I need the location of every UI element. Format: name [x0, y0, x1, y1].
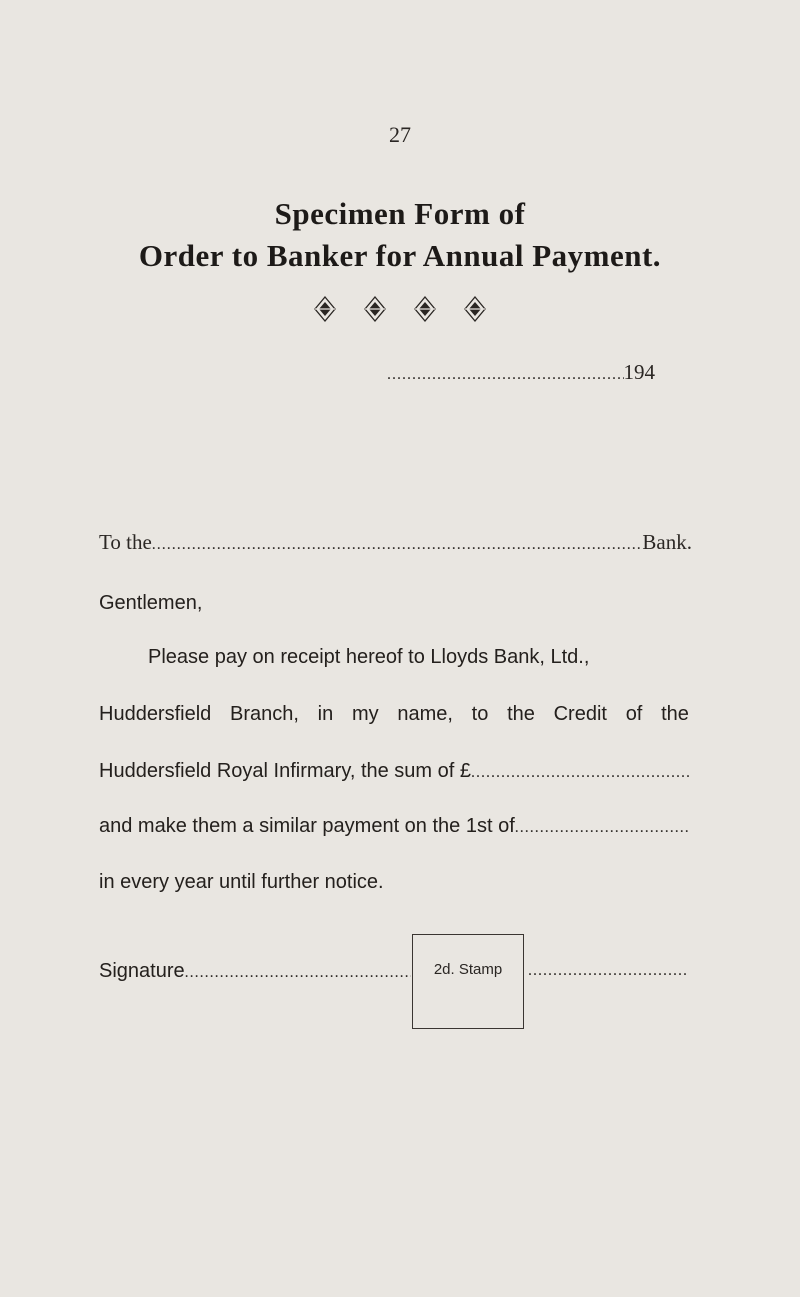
diamond-ornament-icon — [364, 296, 386, 322]
signature-dotted-leader — [185, 964, 411, 982]
word: Credit — [553, 703, 607, 725]
to-the-label: To the — [99, 530, 152, 554]
word: of — [625, 703, 643, 725]
signature-label: Signature — [99, 960, 185, 982]
stamp-box — [412, 934, 524, 1029]
amount-field[interactable] — [99, 760, 689, 783]
form-title-line-1: Specimen Form of — [274, 196, 526, 231]
ornament-row — [0, 296, 800, 324]
body-line-2 — [99, 703, 689, 726]
date-field[interactable] — [387, 360, 655, 390]
word: Huddersfield — [99, 703, 212, 725]
word: the — [661, 703, 689, 725]
bank-dotted-leader — [152, 536, 643, 554]
bank-label: Bank. — [642, 530, 692, 554]
word: Branch, — [230, 703, 299, 725]
salutation: Gentlemen, — [99, 592, 203, 614]
date-year-suffix: 194 — [623, 360, 655, 384]
word: to — [471, 703, 489, 725]
bank-name-field[interactable] — [99, 530, 692, 555]
payment-date-dotted-leader — [515, 819, 689, 837]
word: name, — [397, 703, 453, 725]
signature-continuation-dotted-leader — [528, 962, 688, 980]
word: my — [351, 703, 379, 725]
diamond-ornament-icon — [314, 296, 336, 322]
word: in — [317, 703, 334, 725]
stamp-label: 2d. Stamp — [433, 961, 503, 978]
word: the — [507, 703, 535, 725]
body-line-5: in every year until further notice. — [99, 871, 384, 893]
page-number: 27 — [389, 122, 411, 147]
diamond-ornament-icon — [414, 296, 436, 322]
body-line-3: Huddersfield Royal Infirmary, the sum of £ — [99, 760, 472, 782]
body-line-4: and make them a similar payment on the 1st of — [99, 815, 515, 837]
payment-date-field[interactable] — [99, 815, 689, 838]
form-title-line-2: Order to Banker for Annual Payment. — [138, 238, 662, 273]
diamond-ornament-icon — [464, 296, 486, 322]
signature-field[interactable] — [99, 960, 411, 983]
signature-continuation[interactable] — [528, 962, 688, 980]
date-dotted-leader — [387, 366, 624, 384]
amount-dotted-leader — [471, 764, 689, 782]
body-line-1: Please pay on receipt hereof to Lloyds Bank, Ltd., — [148, 646, 590, 668]
